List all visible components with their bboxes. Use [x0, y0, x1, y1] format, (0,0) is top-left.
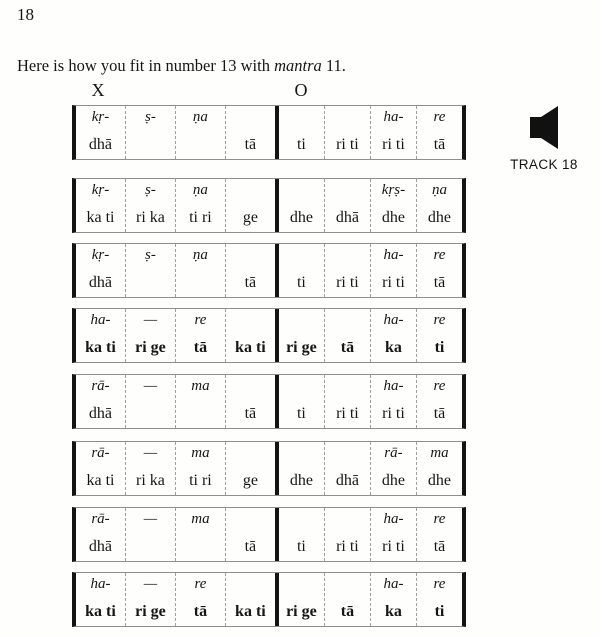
- beat-cell: [175, 442, 225, 495]
- syllable-top: ma: [191, 511, 210, 527]
- syllable-top: re: [433, 109, 446, 125]
- syllable-bottom: ri ge: [286, 603, 317, 621]
- syllable-bottom: dhe: [427, 472, 452, 490]
- beat-label-x: X: [91, 80, 105, 100]
- beat-cell: [175, 244, 225, 297]
- beat-cell: [370, 309, 416, 362]
- beat-cell: [370, 508, 416, 561]
- beat-cell: [225, 309, 275, 362]
- beat-cell: [324, 106, 370, 159]
- syllable-bottom: ka ti: [85, 603, 116, 621]
- beat-cell: [76, 573, 125, 626]
- syllable-bottom: ka ti: [235, 339, 266, 357]
- syllable-bottom: tā: [244, 538, 257, 556]
- beat-cell: [324, 442, 370, 495]
- syllable-bottom: tā: [244, 274, 257, 292]
- syllable-top: ha-: [90, 576, 111, 592]
- notation-row: [72, 374, 466, 429]
- beat-cell: [275, 573, 324, 626]
- beat-cell: [225, 244, 275, 297]
- syllable-bottom: ge: [242, 209, 258, 227]
- syllable-bottom: dhe: [381, 472, 405, 490]
- syllable-bottom: ri ti: [336, 405, 359, 423]
- beat-cell: [76, 106, 125, 159]
- syllable-bottom: tā: [433, 538, 446, 556]
- beat-cell: [416, 508, 462, 561]
- beat-cell: [175, 309, 225, 362]
- syllable-bottom: ri ti: [382, 136, 405, 154]
- syllable-top: rā-: [384, 445, 403, 461]
- beat-cell: [225, 375, 275, 428]
- beat-cell: [225, 106, 275, 159]
- syllable-top: kṛ-: [91, 182, 110, 198]
- beat-cell: [76, 244, 125, 297]
- syllable-bottom: ka ti: [85, 339, 116, 357]
- syllable-top: re: [433, 247, 446, 263]
- syllable-bottom: tā: [433, 405, 446, 423]
- syllable-top: ha-: [383, 247, 404, 263]
- beat-cell: [175, 375, 225, 428]
- syllable-top: re: [194, 312, 207, 328]
- notation-row: [72, 507, 466, 562]
- syllable-bottom: tā: [244, 405, 257, 423]
- beat-cell: [275, 309, 324, 362]
- syllable-bottom: tā: [193, 603, 208, 621]
- syllable-top: —: [143, 378, 158, 394]
- beat-label-o: O: [294, 80, 308, 100]
- beat-cell: [225, 179, 275, 232]
- syllable-top: ha-: [383, 109, 404, 125]
- beat-cell: [416, 573, 462, 626]
- syllable-top: re: [433, 576, 446, 592]
- beat-cell: [76, 508, 125, 561]
- beat-cell: [76, 309, 125, 362]
- speaker-icon: [530, 106, 558, 149]
- beat-cell: [175, 573, 225, 626]
- syllable-bottom: ti: [296, 274, 306, 292]
- beat-cell: [125, 508, 175, 561]
- syllable-bottom: ti: [296, 405, 306, 423]
- beat-cell: [370, 179, 416, 232]
- beat-cell: [370, 244, 416, 297]
- beat-cell: [275, 244, 324, 297]
- syllable-bottom: ti ri: [189, 472, 212, 490]
- beat-cell: [416, 309, 462, 362]
- syllable-bottom: ka ti: [86, 472, 115, 490]
- syllable-top: ha-: [383, 312, 404, 328]
- syllable-bottom: dhe: [381, 209, 405, 227]
- syllable-bottom: ti: [296, 136, 306, 154]
- syllable-top: rā-: [91, 378, 110, 394]
- beat-cell: [416, 442, 462, 495]
- beat-cell: [175, 508, 225, 561]
- syllable-top: ma: [191, 378, 210, 394]
- syllable-bottom: ka: [385, 603, 402, 621]
- syllable-top: rā-: [91, 511, 110, 527]
- syllable-top: ha-: [383, 378, 404, 394]
- syllable-bottom: dhā: [88, 538, 113, 556]
- syllable-top: ṇa: [192, 182, 208, 198]
- syllable-top: ṣ-: [145, 182, 156, 198]
- syllable-bottom: ri ti: [336, 136, 359, 154]
- beat-cell: [125, 442, 175, 495]
- syllable-top: ṇa: [192, 109, 208, 125]
- syllable-bottom: ti ri: [189, 209, 212, 227]
- syllable-bottom: dhe: [427, 209, 452, 227]
- syllable-bottom: dhā: [88, 274, 113, 292]
- notation-row: [72, 243, 466, 298]
- syllable-top: ha-: [383, 576, 404, 592]
- syllable-bottom: ti: [434, 339, 445, 357]
- track-indicator: [489, 106, 599, 172]
- syllable-bottom: tā: [193, 339, 208, 357]
- syllable-bottom: ri ge: [135, 339, 166, 357]
- beat-cell: [175, 179, 225, 232]
- syllable-top: kṛ-: [91, 109, 110, 125]
- beat-cell: [416, 179, 462, 232]
- notation-row: [72, 572, 466, 627]
- syllable-bottom: tā: [433, 274, 446, 292]
- syllable-bottom: ti: [296, 538, 306, 556]
- syllable-bottom: ri ge: [135, 603, 166, 621]
- syllable-bottom: dhā: [88, 136, 113, 154]
- beat-cell: [416, 106, 462, 159]
- syllable-top: —: [143, 511, 158, 527]
- syllable-bottom: ri ka: [136, 472, 165, 490]
- syllable-top: ma: [191, 445, 210, 461]
- beat-cell: [225, 442, 275, 495]
- notation-row: [72, 105, 466, 160]
- intro-sentence: [17, 56, 346, 76]
- syllable-top: ma: [430, 445, 449, 461]
- syllable-bottom: tā: [340, 603, 355, 621]
- beat-cell: [275, 106, 324, 159]
- beat-cell: [125, 375, 175, 428]
- syllable-top: ṇa: [192, 247, 208, 263]
- beat-cell: [370, 375, 416, 428]
- syllable-bottom: ka: [385, 339, 402, 357]
- track-label: TRACK 18: [510, 157, 578, 172]
- syllable-top: —: [143, 312, 158, 328]
- beat-cell: [416, 244, 462, 297]
- notation-row: [72, 308, 466, 363]
- syllable-bottom: ri ti: [382, 274, 405, 292]
- beat-cell: [275, 508, 324, 561]
- intro-text-before: Here is how you fit in number 13 with: [17, 55, 275, 75]
- beat-cell: [125, 244, 175, 297]
- syllable-top: ṣ-: [145, 109, 156, 125]
- syllable-top: re: [433, 312, 446, 328]
- beat-cell: [416, 375, 462, 428]
- beat-cell: [324, 309, 370, 362]
- beat-cell: [275, 375, 324, 428]
- beat-cell: [324, 179, 370, 232]
- beat-cell: [76, 375, 125, 428]
- beat-cell: [370, 106, 416, 159]
- syllable-bottom: tā: [433, 136, 446, 154]
- syllable-bottom: dhe: [289, 472, 313, 490]
- syllable-bottom: dhā: [88, 405, 113, 423]
- syllable-bottom: ka ti: [86, 209, 115, 227]
- beat-cell: [370, 573, 416, 626]
- beat-cell: [125, 573, 175, 626]
- syllable-top: ṣ-: [145, 247, 156, 263]
- intro-emphasis: mantra: [274, 55, 322, 75]
- syllable-top: ṇa: [431, 182, 447, 198]
- syllable-bottom: ge: [242, 472, 258, 490]
- beat-cell: [225, 508, 275, 561]
- beat-cell: [125, 106, 175, 159]
- syllable-top: rā-: [91, 445, 110, 461]
- syllable-bottom: tā: [340, 339, 355, 357]
- syllable-bottom: ri ti: [382, 538, 405, 556]
- beat-cell: [324, 508, 370, 561]
- beat-cell: [275, 442, 324, 495]
- page-number: 18: [17, 5, 34, 24]
- syllable-top: re: [433, 378, 446, 394]
- notation-row: [72, 441, 466, 496]
- syllable-bottom: ka ti: [235, 603, 266, 621]
- syllable-bottom: ri ti: [336, 538, 359, 556]
- syllable-top: re: [433, 511, 446, 527]
- beat-cell: [125, 309, 175, 362]
- notation-row: [72, 178, 466, 233]
- beat-cell: [76, 179, 125, 232]
- syllable-bottom: ri ti: [336, 274, 359, 292]
- syllable-top: kṛ-: [91, 247, 110, 263]
- syllable-bottom: tā: [244, 136, 257, 154]
- beat-cell: [225, 573, 275, 626]
- syllable-bottom: ri ge: [286, 339, 317, 357]
- beat-cell: [76, 442, 125, 495]
- beat-cell: [275, 179, 324, 232]
- syllable-bottom: ti: [434, 603, 445, 621]
- syllable-bottom: ri ti: [382, 405, 405, 423]
- beat-cell: [324, 375, 370, 428]
- beat-cell: [175, 106, 225, 159]
- syllable-top: kṛṣ-: [381, 182, 406, 198]
- syllable-top: ha-: [383, 511, 404, 527]
- intro-text-after: 11.: [321, 55, 346, 75]
- syllable-top: re: [194, 576, 207, 592]
- syllable-top: ha-: [90, 312, 111, 328]
- syllable-top: —: [143, 576, 158, 592]
- syllable-bottom: dhā: [335, 209, 359, 227]
- syllable-bottom: ri ka: [136, 209, 165, 227]
- syllable-bottom: dhe: [289, 209, 313, 227]
- beat-cell: [370, 442, 416, 495]
- beat-cell: [324, 244, 370, 297]
- beat-cell: [324, 573, 370, 626]
- syllable-top: —: [143, 445, 158, 461]
- beat-cell: [125, 179, 175, 232]
- syllable-bottom: dhā: [335, 472, 359, 490]
